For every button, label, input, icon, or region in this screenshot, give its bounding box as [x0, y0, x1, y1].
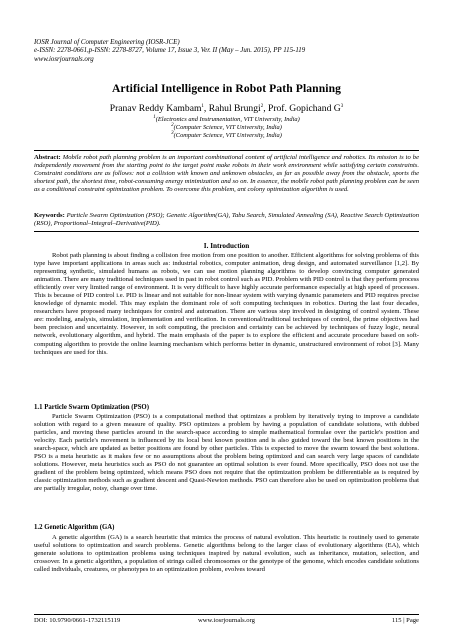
introduction-paragraph: Robot path planning is about finding a collision free motion from one position to another. Efficient algorithms for solving problems of this type have important applications in areas such as: industrial robotics, computer animation, drug design, and automated surveillance [1,2]. By representing synthetic, simulated humans as robots, we can use motion planning algorithms to develop convincing computer generated animation. There are many traditional techniques used in past in robot control such as PID. Problem with PID control is that they perform process efficiently over very limited range of environment. It is very difficult to have highly accurate performance especially at high speed of processes. This is because of PID control i.e. PID is linear and not suitable for non-linear system with varying dynamic parameters and PID requires precise knowledge of dynamic model. This may explain the dominant role of soft computing techniques in robotics. During the last four decades, researchers have proposed many techniques for control and automation. There are various step involved in designing of control system. These are: modeling, analysis, simulation, implementation and verification. In conventional/traditional techniques of control, the prime objectives had been precision and uncertainty. However, in soft computing, the precision and certainty can be achieved by techniques of fuzzy logic, neural network, evolutionary algorithm, and hybrid. The main emphasis of the paper is to explore the efficient and accurate procedure based on soft-computing algorithm to provide the online learning mechanism which performs better in dynamic, unstructured environment of robot [3]. Many techniques are used for this. [34, 252, 419, 356]
affiliation-sup: 3 [171, 130, 174, 136]
abstract-bottom-rule [34, 231, 419, 232]
subsection-heading-ga: 1.2 Genetic Algorithm (GA) [34, 524, 115, 531]
author-name: Prof. Gopichand G [267, 103, 341, 114]
affiliation-text: (Computer Science, VIT University, India) [173, 132, 282, 139]
affiliation [0, 132, 453, 140]
author-sep: , [263, 103, 268, 114]
affiliation-text: (Electronics and Instrumentation, VIT University, India) [155, 116, 300, 123]
author-name: Rahul Brungi [208, 103, 261, 114]
ga-body [34, 534, 419, 574]
affiliation-list [0, 116, 453, 140]
pso-body [34, 413, 419, 493]
pso-paragraph: Particle Swarm Optimization (PSO) is a computational method that optimizes a problem by iteratively trying to improve a candidate solution with regard to a given measure of quality. PSO optimizes a problem by having a population of candidate solutions, with dubbed particles, and moving these particles around in the search-space according to simple mathematical formulae over the particle's position and velocity. Each particle's movement is influenced by its local best known position and is also guided toward the best known positions in the search-space, which are updated as better positions are found by other particles. This is expected to move the swarm toward the best solutions. PSO is a meta heuristic as it makes few or no assumptions about the problem being optimized and can search very large spaces of candidate solutions. However, meta heuristics such as PSO do not guarantee an optimal solution is ever found. More specifically, PSO does not use the gradient of the problem being optimized, which means PSO does not require that the optimization problem be differentiable as is required by classic optimization methods such as gradient descent and Quasi-Newton methods. PSO can therefore also be used on optimization problems that are partially irregular, noisy, change over time. [34, 413, 419, 493]
keywords-label: Keywords: [34, 212, 65, 219]
subsection-heading-pso: 1.1 Particle Swarm Optimization (PSO) [34, 404, 149, 411]
keywords-text: Particle Swarm Optimization (PSO); Genetic Algorithm(GA), Tabu Search, Simulated Annealing (SA), Reactive Search Optimization (RSO), Proportional–Integral–Derivative(PID). [34, 212, 419, 227]
author-list [0, 103, 453, 114]
abstract-label: Abstract: [34, 154, 61, 161]
journal-issn: e-ISSN: 2278-0661,p-ISSN: 2278-8727, Volume 17, Issue 3, Ver. II (May – Jun. 2015), PP 115-119 [34, 47, 306, 55]
paper-title: Artificial Intelligence in Robot Path Planning [111, 82, 342, 95]
abstract-top-rule [34, 150, 419, 151]
section-heading-introduction: I. Introduction [203, 242, 250, 250]
abstract-text: Mobile robot path planning problem is an important combinational content of artificial intelligence and robotics. Its mission is to be independently movement from the starting point to the target point make robots in their work environment while satisfying certain constraints. Constraint conditions are as follows: not a collision with known and unknown obstacles, as far as possible away from the obstacle, sports the shortest path, the shortest time, robot-consuming energy minimization and so on. In essence, the mobile robot path planning problem can be seen as a conditional constraint optimization problem. To overcome this problem, ant colony optimization algorithm is used. [34, 154, 419, 193]
affiliation-sup: 2 [171, 122, 174, 128]
footer-doi: DOI: 10.9790/0661-1732115119 [34, 617, 121, 624]
author-sup: 2 [260, 103, 264, 109]
journal-url[interactable]: www.iosrjournals.org [34, 55, 94, 63]
journal-name: IOSR Journal of Computer Engineering (IOSR-JCE) [34, 39, 180, 46]
abstract [34, 154, 419, 194]
affiliation-text: (Computer Science, VIT University, India) [173, 124, 282, 131]
affiliation-sup: 1 [153, 114, 156, 120]
footer-page-number: 115 | Page [391, 617, 419, 624]
introduction-body [34, 252, 419, 357]
author-sup: 1 [201, 103, 204, 109]
ga-paragraph: A genetic algorithm (GA) is a search heuristic that mimics the process of natural evolution. This heuristic is routinely used to generate useful solutions to optimization and search problems. Genetic algorithms belong to the larger class of evolutionary algorithms (EA), which generate solutions to optimization problems using techniques inspired by natural evolution, such as inheritance, mutation, selection, and crossover. In a genetic algorithm, a population of strings called chromosomes or the genotype of the genome, which encodes candidate solutions called individuals, creatures, or phenotypes to an optimization problem, evolves toward [34, 534, 419, 574]
keywords [34, 212, 419, 228]
author-name: Pranav Reddy Kambam [109, 103, 202, 114]
footer-rule [34, 614, 419, 615]
affiliation [0, 116, 453, 124]
affiliation [0, 124, 453, 132]
author-sep: , [203, 103, 209, 114]
journal-header [34, 39, 424, 64]
footer-site[interactable]: www.iosrjournals.org [198, 617, 255, 624]
author-sup: 3 [340, 103, 344, 109]
